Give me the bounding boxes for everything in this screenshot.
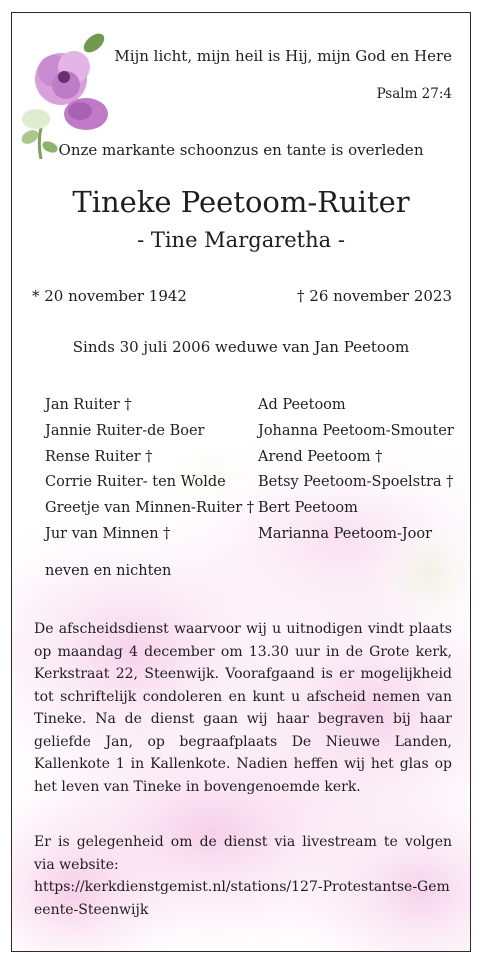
family-member: Jan Ruiter † [45, 397, 132, 413]
service-details: De afscheidsdienst waarvoor wij u uitnodigen vindt plaats op maandag 4 december om 13.30 uur in de Grote kerk, Kerkstraat 22, Steenwijk. Voorafgaand is er mogelijkheid tot schriftelijk condoleren en kunt u afscheid nemen van Tineke. Na de dienst gaan wij haar begraven bij haar geliefde Jan, op begraafplaats De Nieuwe Landen, Kallenkote 1 in Kallenkote. Nadien heffen wij het glas op het leven van Tineke in bovengenoemde kerk. [34, 621, 452, 795]
livestream-link[interactable]: https://kerkdienstgemist.nl/stations/127-Protestantse-Gemeente-Steenwijk [34, 879, 450, 918]
family-member: Marianna Peetoom-Joor [258, 525, 433, 542]
family-member: Greetje van Minnen-Ruiter † [45, 500, 255, 517]
birth-date: * 20 november 1942 [32, 287, 187, 305]
family-list-left [45, 393, 254, 548]
family-member: Jur van Minnen † [45, 525, 171, 542]
family-member: Jannie Ruiter-de Boer [45, 422, 205, 439]
family-member: Corrie Ruiter- ten Wolde [45, 474, 226, 491]
family-member: Arend Peetoom † [258, 448, 383, 465]
family-list-right [258, 393, 454, 548]
widow-line: Sinds 30 juli 2006 weduwe van Jan Peetoom [72, 338, 410, 356]
family-member: Ad Peetoom [258, 397, 346, 413]
death-date: † 26 november 2023 [297, 287, 452, 305]
family-member: Johanna Peetoom-Smouter [258, 422, 454, 439]
family-member: Betsy Peetoom-Spoelstra † [258, 474, 454, 491]
nephews-nieces: neven en nichten [45, 563, 172, 579]
deceased-name: Tineke Peetoom-Ruiter [72, 185, 410, 219]
announcement-intro: Onze markante schoonzus en tante is overleden [58, 141, 424, 159]
livestream-notice: Er is gelegenheid om de dienst via livestream te volgen via website: [34, 834, 452, 873]
bible-verse: Mijn licht, mijn heil is Hij, mijn God en Here [114, 47, 452, 65]
given-names: - Tine Margaretha - [137, 228, 345, 252]
obituary-card [11, 12, 471, 952]
verse-reference: Psalm 27:4 [376, 86, 452, 102]
family-member: Rense Ruiter † [45, 448, 153, 465]
family-member: Bert Peetoom [258, 500, 358, 517]
